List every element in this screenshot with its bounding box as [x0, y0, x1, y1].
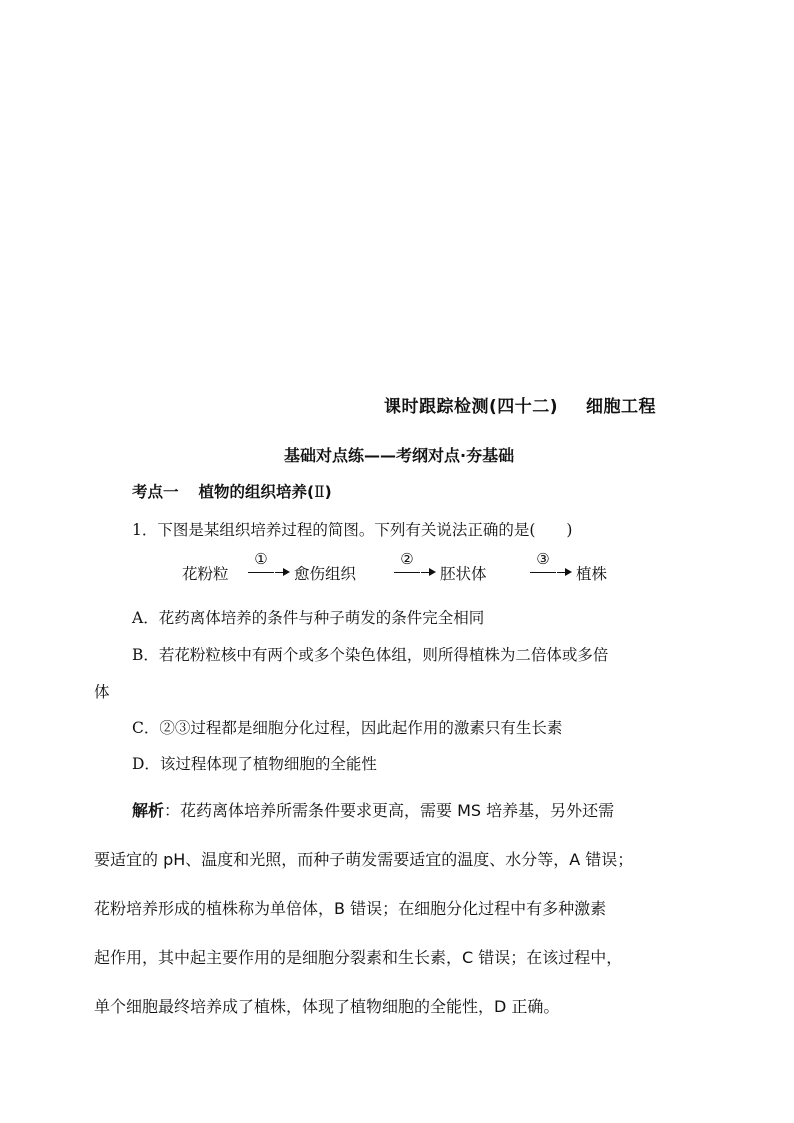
option-b: B．若花粉粒核中有两个或多个染色体组，则所得植株为二倍体或多倍: [132, 646, 609, 664]
option-a: A．花药离体培养的条件与种子萌发的条件完全相同: [132, 609, 485, 627]
analysis-line: 花粉培养形成的植株称为单倍体，B 错误；在细胞分化过程中有多种激素: [94, 899, 607, 918]
analysis-line: [94, 786, 706, 835]
section-heading: 基础对点练——考纲对点·夯基础: [284, 446, 515, 465]
topic-heading: [132, 480, 332, 502]
page-title: [384, 392, 656, 417]
topic-roman: Ⅱ: [314, 483, 325, 501]
flow-node-callus: 愈伤组织: [294, 565, 357, 583]
option-d: D．该过程体现了植物细胞的全能性: [132, 755, 377, 773]
flow-node-pollen: 花粉粒: [182, 565, 229, 583]
topic-label: 考点一: [132, 483, 179, 501]
topic-name: 植物的组织培养(: [198, 483, 315, 501]
flow-node-plant: 植株: [576, 565, 608, 583]
analysis-label: 解析: [132, 801, 165, 820]
flow-step-1: ①: [254, 550, 268, 568]
title-main: 课时跟踪检测(四十二): [384, 397, 559, 417]
option-c: C．②③过程都是细胞分化过程，因此起作用的激素只有生长素: [132, 719, 563, 737]
analysis-text: ：花药离体培养所需条件要求更高，需要 MS 培养基，另外还需: [164, 801, 615, 820]
analysis-block: [94, 786, 706, 1031]
analysis-line: 起作用，其中起主要作用的是细胞分裂素和生长素，C 错误；在该过程中，: [94, 948, 623, 967]
flow-step-3: ③: [536, 550, 550, 568]
flow-arrow-1: [242, 550, 292, 586]
title-subject: 细胞工程: [586, 397, 657, 417]
flow-step-2: ②: [400, 550, 414, 568]
flow-node-embryoid: 胚状体: [440, 565, 487, 583]
process-flow: [182, 550, 662, 590]
question-stem: 1．下图是某组织培养过程的简图。下列有关说法正确的是( ): [132, 521, 573, 539]
analysis-line: 要适宜的 pH、温度和光照，而种子萌发需要适宜的温度、水分等，A 错误；: [94, 850, 634, 869]
topic-close: ): [324, 483, 332, 501]
flow-arrow-2: [388, 550, 438, 586]
flow-arrow-3: [524, 550, 574, 586]
option-b-continued: 体: [94, 683, 110, 701]
analysis-line: 单个细胞最终培养成了植株，体现了植物细胞的全能性，D 正确。: [94, 997, 560, 1016]
